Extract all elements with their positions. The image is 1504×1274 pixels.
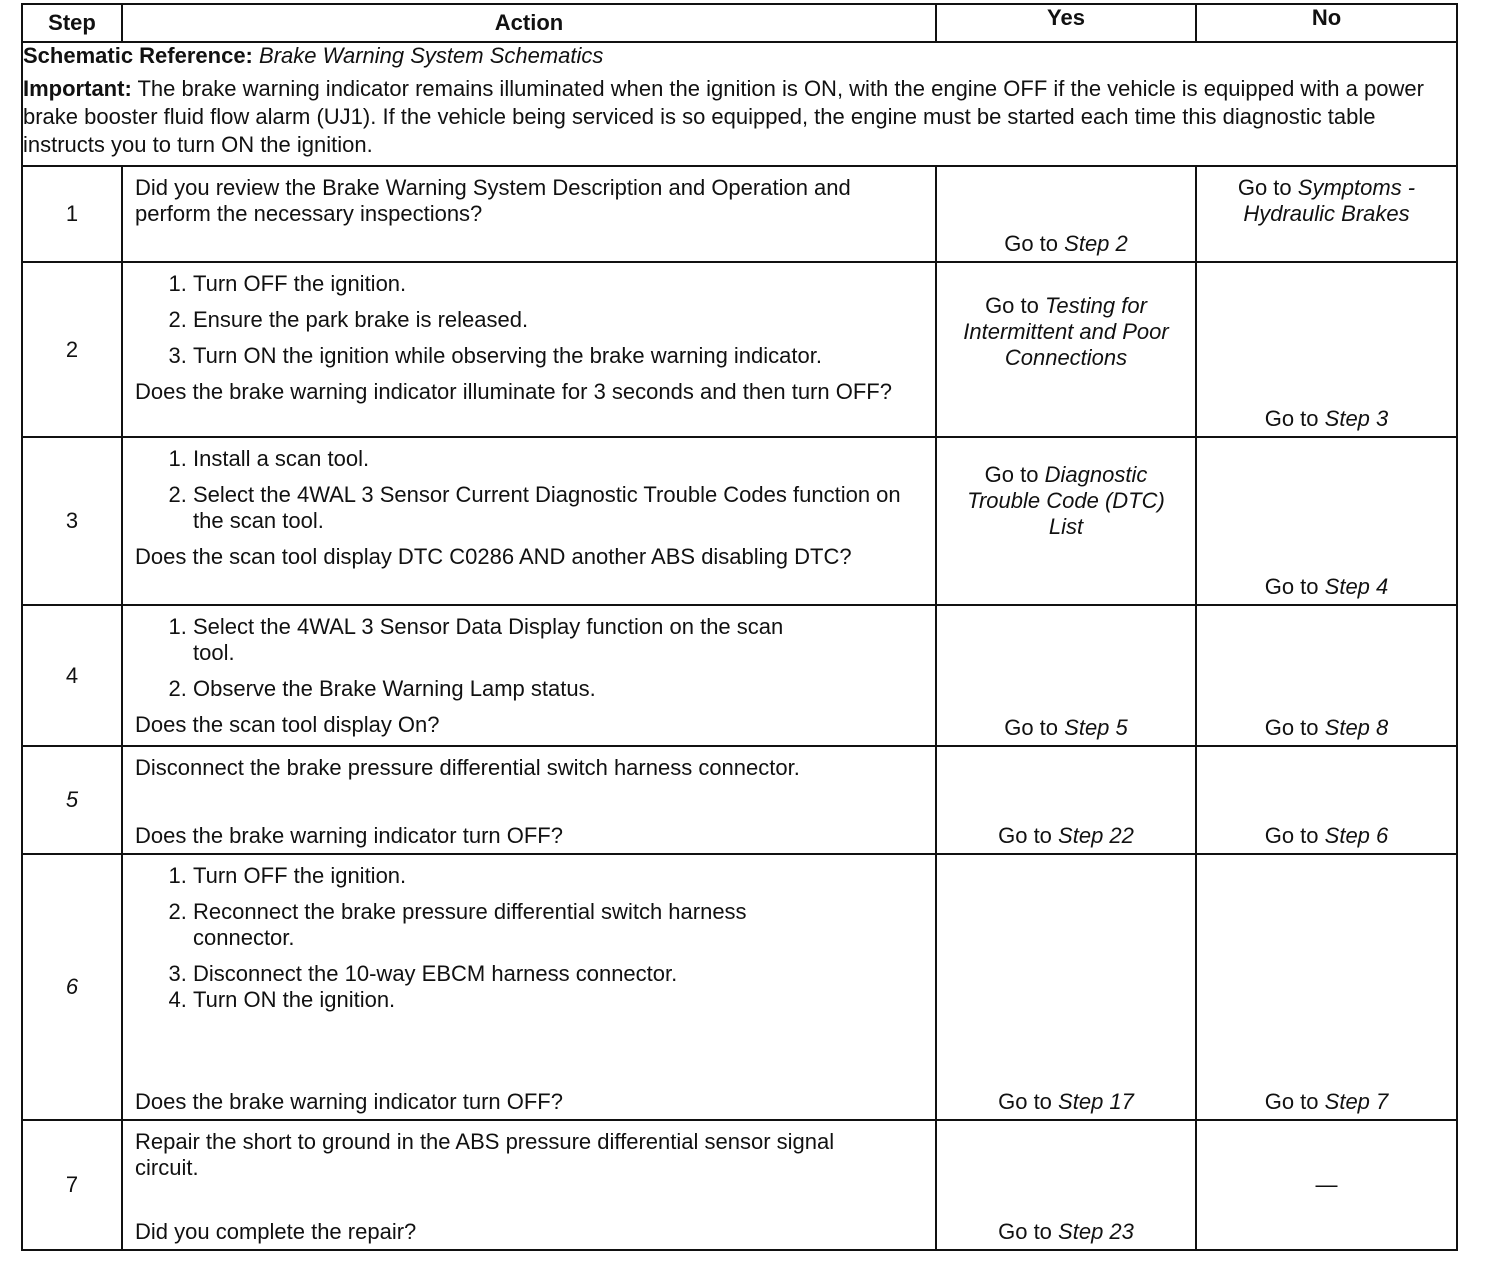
yes-result: [937, 823, 1195, 849]
step-instructions: [135, 863, 923, 1013]
no-cell: [1196, 746, 1457, 854]
instruction-item: 2. Observe the Brake Warning Lamp status.: [193, 676, 813, 702]
instruction-item: 1. Turn OFF the ignition.: [193, 271, 923, 297]
step-instruction: Repair the short to ground in the ABS pressure differential sensor signal circuit.: [135, 1129, 835, 1180]
goto-text: Go to: [1264, 406, 1319, 431]
step-instructions: [135, 271, 923, 369]
goto-text: Go to: [998, 823, 1052, 848]
no-result: [1197, 1089, 1456, 1115]
yes-cell: [936, 1120, 1196, 1250]
step-number: 7: [22, 1120, 122, 1250]
action-cell: [122, 746, 936, 854]
instruction-item: 3. Turn ON the ignition while observing the brake warning indicator.: [193, 343, 923, 369]
no-link[interactable]: Step 8: [1324, 715, 1389, 740]
goto-text: Go to: [985, 293, 1039, 318]
step-row-3: [22, 437, 1457, 605]
yes-cell: [936, 605, 1196, 746]
goto-text: Go to: [998, 1219, 1052, 1244]
no-link[interactable]: Step 6: [1324, 823, 1389, 848]
yes-cell: [936, 854, 1196, 1120]
header-no: No: [1196, 4, 1457, 42]
no-cell: [1196, 437, 1457, 605]
instruction-item: 4. Turn ON the ignition.: [193, 987, 833, 1013]
action-cell: [122, 854, 936, 1120]
important-text: The brake warning indicator remains illuminated when the ignition is ON, with the engine OFF if the vehicle is equipped with a power brake booster fluid flow alarm (UJ1). If the vehicle being serviced is so equipped, the engine must be started each time this diagnostic table instructs you to turn ON the ignition.: [23, 76, 1424, 157]
yes-link[interactable]: Diagnostic Trouble Code (DTC) List: [967, 462, 1165, 539]
goto-text: Go to: [998, 1089, 1052, 1114]
yes-cell: [936, 166, 1196, 262]
no-link[interactable]: Symptoms - Hydraulic Brakes: [1243, 175, 1416, 226]
yes-link[interactable]: Step 2: [1064, 231, 1128, 256]
action-cell: [122, 166, 936, 262]
step-instruction: Disconnect the brake pressure differential switch harness connector.: [135, 755, 800, 780]
yes-link[interactable]: Step 23: [1058, 1219, 1134, 1244]
instruction-item: 2. Reconnect the brake pressure differential switch harness connector.: [193, 899, 833, 951]
yes-link[interactable]: Step 17: [1058, 1089, 1134, 1114]
no-cell: [1196, 854, 1457, 1120]
diagnostic-table: [21, 3, 1458, 1251]
goto-text: Go to: [1237, 175, 1292, 200]
step-row-6: [22, 854, 1457, 1120]
yes-result: [937, 1089, 1195, 1115]
step-number: 5: [22, 746, 122, 854]
step-question: Does the brake warning indicator illuminate for 3 seconds and then turn OFF?: [135, 379, 892, 404]
step-row-4: [22, 605, 1457, 746]
yes-cell: [936, 746, 1196, 854]
instruction-item: 1. Turn OFF the ignition.: [193, 863, 833, 889]
no-cell: [1196, 605, 1457, 746]
header-yes: Yes: [936, 4, 1196, 42]
no-link[interactable]: Step 3: [1324, 406, 1389, 431]
step-row-1: [22, 166, 1457, 262]
yes-result: [941, 462, 1191, 540]
no-result: [1197, 574, 1456, 600]
step-instructions: [135, 446, 923, 534]
no-cell: [1196, 1120, 1457, 1250]
yes-result: [937, 1219, 1195, 1245]
instruction-item: 1. Select the 4WAL 3 Sensor Data Display function on the scan tool.: [193, 614, 813, 666]
yes-result: [937, 231, 1195, 257]
step-question: Does the brake warning indicator turn OFF?: [135, 1089, 563, 1114]
header-row: [22, 4, 1457, 42]
step-instructions: [135, 614, 923, 702]
no-result: [1201, 173, 1452, 227]
header-step: Step: [22, 4, 122, 42]
yes-result: [937, 715, 1195, 741]
goto-text: Go to: [984, 462, 1039, 487]
yes-cell: [936, 437, 1196, 605]
no-link[interactable]: Step 7: [1324, 1089, 1389, 1114]
step-question: Did you complete the repair?: [135, 1219, 417, 1244]
header-action: Action: [122, 4, 936, 42]
no-result: [1197, 406, 1456, 432]
step-number: 3: [22, 437, 122, 605]
no-cell: [1196, 262, 1457, 437]
step-number: 1: [22, 166, 122, 262]
action-cell: [122, 437, 936, 605]
instruction-item: 2. Ensure the park brake is released.: [193, 307, 923, 333]
instruction-item: 1. Install a scan tool.: [193, 446, 923, 472]
step-question: Does the scan tool display DTC C0286 AND another ABS disabling DTC?: [135, 544, 852, 569]
step-row-7: [22, 1120, 1457, 1250]
action-cell: [122, 1120, 936, 1250]
goto-text: Go to: [1264, 574, 1319, 599]
step-question: Did you review the Brake Warning System Description and Operation and perform the necessary inspections?: [135, 175, 851, 226]
goto-text: Go to: [1004, 715, 1059, 740]
no-link[interactable]: Step 4: [1324, 574, 1389, 599]
step-question: Does the brake warning indicator turn OFF?: [135, 823, 563, 848]
yes-link[interactable]: Testing for Intermittent and Poor Connections: [963, 293, 1169, 370]
goto-text: Go to: [1264, 823, 1319, 848]
no-result: [1197, 715, 1456, 741]
schematic-link[interactable]: Brake Warning System Schematics: [259, 43, 604, 68]
goto-text: Go to: [1264, 715, 1319, 740]
notes-row: [22, 42, 1457, 166]
instruction-item: 3. Disconnect the 10-way EBCM harness connector.: [193, 961, 833, 987]
important-note: [23, 75, 1456, 159]
step-row-5: [22, 746, 1457, 854]
step-number: 2: [22, 262, 122, 437]
notes-cell: [22, 42, 1457, 166]
step-number: 6: [22, 854, 122, 1120]
action-cell: [122, 262, 936, 437]
schematic-label: Schematic Reference:: [23, 43, 253, 68]
action-cell: [122, 605, 936, 746]
no-result-dash: —: [1315, 1172, 1338, 1197]
no-result: [1197, 823, 1456, 849]
step-question: Does the scan tool display On?: [135, 712, 440, 737]
yes-result: [941, 293, 1191, 371]
goto-text: Go to: [1264, 1089, 1319, 1114]
yes-cell: [936, 262, 1196, 437]
yes-link[interactable]: Step 22: [1058, 823, 1134, 848]
instruction-item: 2. Select the 4WAL 3 Sensor Current Diagnostic Trouble Codes function on the scan tool.: [193, 482, 923, 534]
yes-link[interactable]: Step 5: [1064, 715, 1128, 740]
no-cell: [1196, 166, 1457, 262]
important-label: Important:: [23, 76, 132, 101]
schematic-reference: [23, 43, 1456, 69]
goto-text: Go to: [1004, 231, 1059, 256]
step-row-2: [22, 262, 1457, 437]
step-number: 4: [22, 605, 122, 746]
